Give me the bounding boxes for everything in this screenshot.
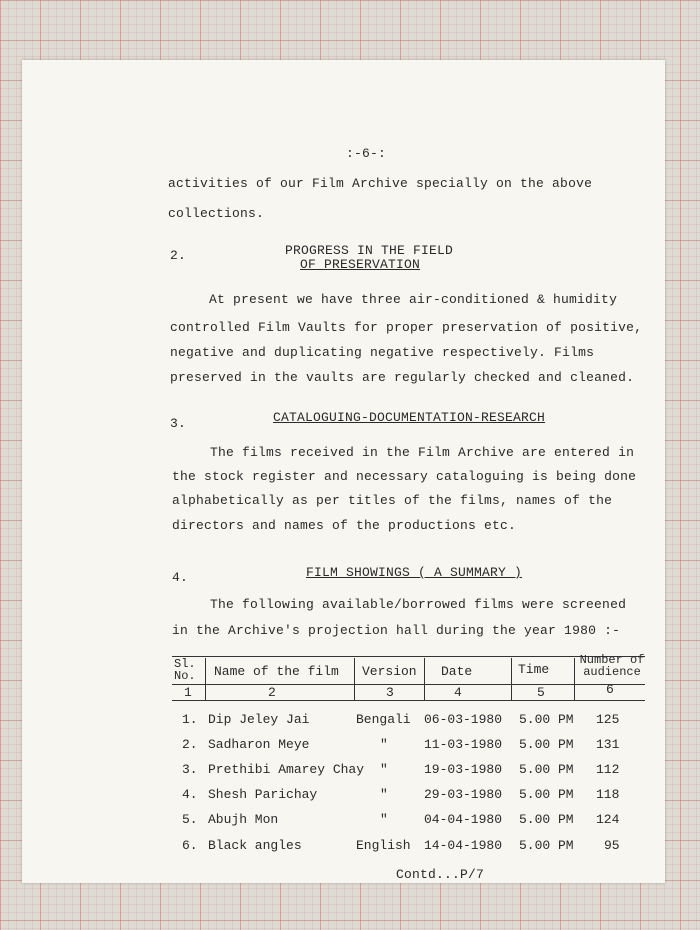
row-3-audience: 112 [596, 762, 620, 777]
header-version: Version [362, 664, 417, 679]
row-6-sl: 6. [182, 838, 198, 853]
row-4-sl: 4. [182, 787, 198, 802]
section-4-heading: FILM SHOWINGS ( A SUMMARY ) [306, 565, 523, 580]
row-3-name: Prethibi Amarey Chay [208, 762, 365, 777]
column-divider [574, 658, 575, 700]
row-6-audience: 95 [604, 838, 620, 853]
row-1-audience: 125 [596, 712, 620, 727]
row-3-version: " [380, 762, 388, 777]
section-2-number: 2. [170, 248, 187, 263]
section-3-line-1: The films received in the Film Archive are entered in [210, 445, 635, 460]
row-4-date: 29-03-1980 [424, 787, 503, 802]
row-1-name: Dip Jeley Jai [208, 712, 310, 727]
column-number-3: 3 [386, 685, 394, 700]
section-3-line-2: the stock register and necessary cataloguing is being done [172, 469, 637, 484]
header-sl-no: Sl. No. [174, 657, 196, 683]
column-divider [205, 658, 206, 700]
document-sheet [22, 60, 665, 883]
row-5-date: 04-04-1980 [424, 812, 503, 827]
footer-continued: Contd...P/7 [396, 867, 485, 882]
row-6-version: English [356, 838, 411, 853]
row-1-sl: 1. [182, 712, 198, 727]
row-5-version: " [380, 812, 388, 827]
header-audience: Number of audience [579, 653, 645, 679]
column-divider [424, 658, 425, 700]
row-2-sl: 2. [182, 737, 198, 752]
column-number-2: 2 [268, 685, 276, 700]
header-name: Name of the film [214, 664, 339, 679]
row-2-version: " [380, 737, 388, 752]
row-6-date: 14-04-1980 [424, 838, 503, 853]
row-4-name: Shesh Parichay [208, 787, 318, 802]
header-date: Date [441, 664, 473, 679]
section-2-line-4: preserved in the vaults are regularly checked and cleaned. [170, 370, 635, 385]
row-3-time: 5.00 PM [519, 762, 574, 777]
row-1-version: Bengali [356, 712, 411, 727]
section-4-number: 4. [172, 570, 189, 585]
row-5-sl: 5. [182, 812, 198, 827]
row-5-time: 5.00 PM [519, 812, 574, 827]
row-3-sl: 3. [182, 762, 198, 777]
section-3-line-4: directors and names of the productions etc. [172, 518, 517, 533]
row-5-name: Abujh Mon [208, 812, 279, 827]
row-4-version: " [380, 787, 388, 802]
row-4-time: 5.00 PM [519, 787, 574, 802]
table-number-rule [172, 700, 645, 701]
section-3-line-3: alphabetically as per titles of the films, names of the [172, 493, 613, 508]
section-4-line-1: The following available/borrowed films were screened [210, 597, 627, 612]
row-6-time: 5.00 PM [519, 838, 574, 853]
row-2-name: Sadharon Meye [208, 737, 310, 752]
section-2-heading-line-2: OF PRESERVATION [300, 257, 421, 272]
page-number: :-6-: [346, 146, 387, 161]
column-divider [354, 658, 355, 700]
row-1-time: 5.00 PM [519, 712, 574, 727]
row-2-time: 5.00 PM [519, 737, 574, 752]
column-number-5: 5 [537, 685, 545, 700]
intro-line-2: collections. [168, 206, 265, 221]
row-3-date: 19-03-1980 [424, 762, 503, 777]
row-2-date: 11-03-1980 [424, 737, 503, 752]
intro-line-1: activities of our Film Archive specially on the above [168, 176, 593, 191]
section-2-heading-line-1: PROGRESS IN THE FIELD [285, 243, 454, 258]
column-number-6: 6 [606, 682, 614, 697]
header-time: Time [518, 662, 550, 677]
row-4-audience: 118 [596, 787, 620, 802]
table-top-rule [172, 656, 645, 657]
row-1-date: 06-03-1980 [424, 712, 503, 727]
column-number-1: 1 [184, 685, 192, 700]
row-2-audience: 131 [596, 737, 620, 752]
column-number-4: 4 [454, 685, 462, 700]
section-4-line-2: in the Archive's projection hall during the year 1980 :- [172, 623, 621, 638]
section-3-heading: CATALOGUING-DOCUMENTATION-RESEARCH [273, 410, 546, 425]
section-2-line-2: controlled Film Vaults for proper preservation of positive, [170, 320, 643, 335]
row-6-name: Black angles [208, 838, 302, 853]
section-2-line-1: At present we have three air-conditioned & humidity [209, 292, 618, 307]
column-divider [511, 658, 512, 700]
section-2-line-3: negative and duplicating negative respectively. Films [170, 345, 595, 360]
section-3-number: 3. [170, 416, 187, 431]
row-5-audience: 124 [596, 812, 620, 827]
